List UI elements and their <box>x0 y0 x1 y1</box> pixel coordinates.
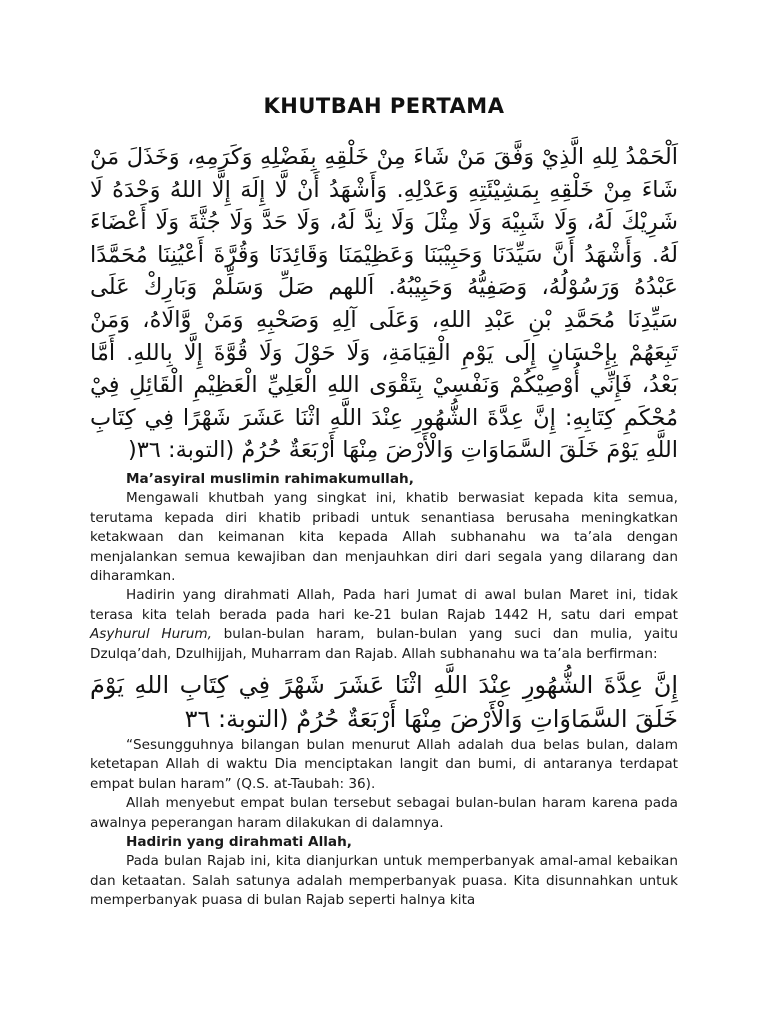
paragraph-rajab-text-1: Hadirin yang dirahmati Allah, Pada hari Jumat di awal bulan Maret ini, tidak terasa kita telah berada pada hari ke-21 bulan Rajab 1442 H, satu dari empat <box>90 587 678 623</box>
arabic-opening-prayer: اَلْحَمْدُ لِلهِ الَّذِيْ وَفَّقَ مَنْ شَاءَ مِنْ خَلْقِهِ بِفَضْلِهِ وَكَرَمِهِ، وَخَذَلَ مَنْ شَاءَ مِنْ خَلْقِهِ بِمَشِيْئَتِهِ وَعَدْلِهِ. وَأَشْهَدُ أَنْ لَّا إِلَهَ إِلَّا اللهُ وَحْدَهُ لَا شَرِيْكَ لَهُ، وَلَا شَبِيْهَ وَلَا مِثْلَ وَلَا نِدَّ لَهُ، وَلَا حَدَّ وَلَا جُثَّةَ وَلَا أَعْضَاءَ لَهُ. وَأَشْهَدُ أَنَّ سَيِّدَنَا وَحَبِيْبَنَا وَعَظِيْمَنَا وَقَائِدَنَا وَقُرَّةَ أَعْيُنِنَا مُحَمَّدًا عَبْدُهُ وَرَسُوْلُهُ، وَصَفِيُّهُ وَحَبِيْبُهُ. اَللهم صَلِّ وَسَلِّمْ وَبَارِكْ عَلَى سَيِّدِنَا مُحَمَّدِ بْنِ عَبْدِ اللهِ، وَعَلَى آلِهِ وَصَحْبِهِ وَمَنْ وَّالَاهُ، وَمَنْ تَبِعَهُمْ بِإِحْسَانٍ إِلَى يَوْمِ الْقِيَامَةِ، وَلَا حَوْلَ وَلَا قُوَّةَ إِلَّا بِاللهِ. أَمَّا بَعْدُ، فَإِنِّي أُوْصِيْكُمْ وَنَفْسِيْ بِتَقْوَى اللهِ الْعَلِيِّ الْعَظِيْمِ الْقَائِلِ فِيْ مُحْكَمِ كِتَابِهِ: إِنَّ عِدَّةَ الشُّهُورِ عِنْدَ اللَّهِ اثْنَا عَشَرَ شَهْرًا فِي كِتَابِ اللَّهِ يَوْمَ خَلَقَ السَّمَاوَاتِ وَالْأَرْضَ مِنْهَا أَرْبَعَةٌ حُرُمٌ (التوبة: ٣٦( <box>90 144 678 464</box>
greeting-heading: Ma’asyiral muslimin rahimakumullah, <box>126 470 414 487</box>
paragraph-rajab-text-2: bulan-bulan haram, bulan-bulan yang suci dan mulia, yaitu Dzulqa’dah, Dzulhijjah, Muharram dan Rajab. Allah subhanahu wa ta’ala berfirman: <box>90 626 678 662</box>
greeting-heading-2: Hadirin yang dirahmati Allah, <box>126 834 352 851</box>
document-body <box>90 0 678 911</box>
paragraph-opening-advice: Mengawali khutbah yang singkat ini, khatib berwasiat kepada kita semua, terutama kepada diri khatib pribadi untuk senantiasa berusaha meningkatkan ketakwaan dan keimanan kita kepada Allah subhanahu wa ta’ala dengan menjalankan semua kewajiban dan menjauhkan diri dari segala yang dilarang dan diharamkan. <box>90 490 678 584</box>
verse-translation: “Sesungguhnya bilangan bulan menurut Allah adalah dua belas bulan, dalam ketetapan Allah di waktu Dia menciptakan langit dan bumi, di antaranya terdapat empat bulan haram” (Q.S. at-Taubah: 36). <box>90 737 678 792</box>
paragraph-rajab-intro <box>90 586 678 664</box>
page-title: KHUTBAH PERTAMA <box>263 94 505 118</box>
paragraph-fasting: Pada bulan Rajab ini, kita dianjurkan untuk memperbanyak amal-amal kebaikan dan ketaatan. Salah satunya adalah memperbanyak puasa. Kita disunnahkan untuk memperbanyak puasa di bulan Rajab seperti halnya kita <box>90 853 678 909</box>
asyhurul-hurum-term: Asyhurul Hurum, <box>90 626 212 643</box>
paragraph-haram-months: Allah menyebut empat bulan tersebut sebagai bulan-bulan haram karena pada awalnya peperangan haram dilakukan di dalamnya. <box>90 795 678 831</box>
arabic-quran-verse: إِنَّ عِدَّةَ الشُّهُورِ عِنْدَ اللَّهِ اثْنَا عَشَرَ شَهْرً فِي كِتَابِ اللهِ يَوْمَ خَلَقَ السَّمَاوَاتِ وَالْأَرْضَ مِنْهَا أَرْبَعَةٌ حُرُمٌ (التوبة: ٣٦ <box>90 671 678 733</box>
